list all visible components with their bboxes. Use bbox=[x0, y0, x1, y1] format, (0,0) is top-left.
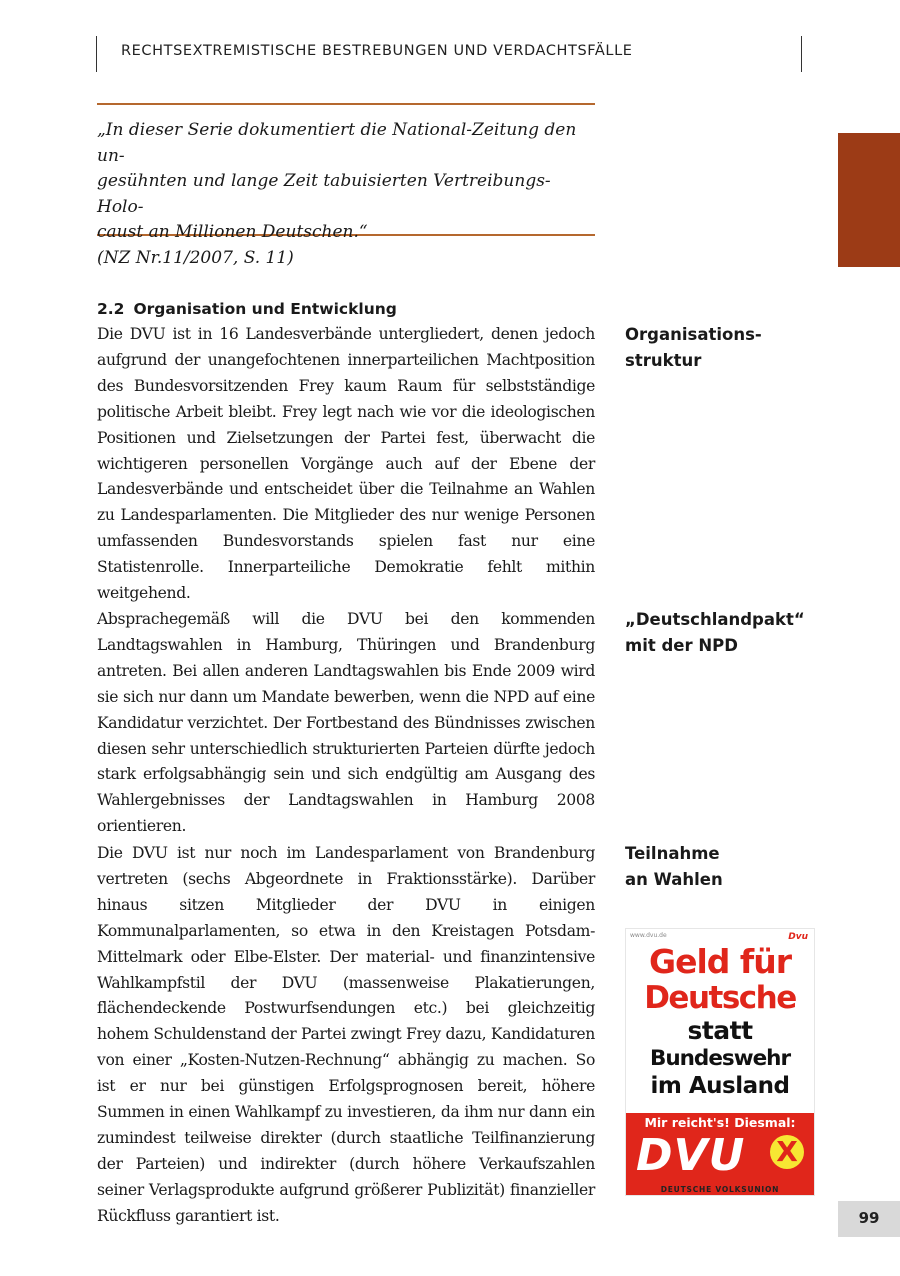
chapter-tab-marker bbox=[838, 133, 900, 267]
section-title: Organisation und Entwicklung bbox=[133, 300, 397, 318]
margin-note-deutschlandpakt bbox=[625, 607, 825, 658]
poster-headline-4: Bundeswehr bbox=[649, 1046, 791, 1071]
poster-headline-3: statt bbox=[687, 1016, 753, 1045]
poster-red-band bbox=[626, 1113, 814, 1196]
quote-line: caust an Millionen Deutschen.“ bbox=[97, 222, 368, 242]
quote-line: „In dieser Serie dokumentiert die National-Zeitung den un- bbox=[97, 120, 577, 166]
poster-url: www.dvu.de bbox=[630, 932, 667, 939]
margin-note-line: Teilnahme bbox=[625, 844, 720, 863]
margin-note-organisationsstruktur bbox=[625, 322, 825, 373]
poster-slogan: Mir reicht's! Diesmal: bbox=[644, 1115, 796, 1130]
poster-party-logo: DVU bbox=[636, 1130, 746, 1181]
paragraph-wahlen: Die DVU ist nur noch im Landesparlament von Brandenburg vertreten (sechs Abgeordnete in Fraktionsstärke). Darüber hinaus sitzen Mitglieder der DVU in einigen Kommunalparlamenten, so etwa in den Kreistagen Potsdam-Mittelmark oder Elbe-Elster. Der material- und finanzintensive Wahlkampfstil der DVU (massenweise Plakatierungen, flächendeckende Postwurfsendungen etc.) bei gleichzeitig hohem Schuldenstand der Partei zwingt Frey dazu, Kandidaturen von einer „Kosten-Nutzen-Rechnung“ abhängig zu machen. So ist er nur bei günstigen Erfolgsprognosen bereit, höhere Summen in einen Wahlkampf zu investieren, da ihm nur dann ein zumindest teilweise direkter (durch staatliche Teilfinanzierung der Parteien) und indirekter (durch höhere Verkaufszahlen seiner Verlagsprodukte aufgrund größerer Publizität) finanzieller Rückfluss garantiert ist. bbox=[97, 844, 595, 1225]
quote-source: (NZ Nr.11/2007, S. 11) bbox=[97, 247, 294, 268]
quote-line: gesühnten und lange Zeit tabuisierten Vertreibungs-Holo- bbox=[97, 171, 551, 217]
poster-mini-logo: Dvu bbox=[788, 932, 808, 942]
margin-note-line: an Wahlen bbox=[625, 869, 723, 889]
quote-box bbox=[97, 103, 595, 268]
ballot-cross-icon: X bbox=[770, 1135, 804, 1169]
paragraph-deutschlandpakt: Absprachegemäß will die DVU bei den kommenden Landtagswahlen in Hamburg, Thüringen und Brandenburg antreten. Bei allen anderen Landtagswahlen bis Ende 2009 wird sie sich nur dann um Mandate bewerben, wenn die NPD auf eine Kandidatur verzichtet. Der Fortbestand des Bündnisses zwischen diesen sehr unterschiedlich strukturierten Parteien dürfte jedoch stark erfolgsabhängig sein und sich endgültig am Ausgang des Wahlergebnisses der Landtagswahlen in Hamburg 2008 orientieren. bbox=[97, 610, 595, 836]
margin-note-line: „Deutschlandpakt“ bbox=[625, 610, 805, 629]
margin-note-line: mit der NPD bbox=[625, 635, 738, 655]
poster-headline-2: Deutsche bbox=[644, 980, 796, 1016]
paragraph-organisation: Die DVU ist in 16 Landesverbände untergliedert, denen jedoch aufgrund der unangefochtenen innerparteilichen Machtposition des Bundesvorsitzenden Frey kaum Raum für selbstständige politische Arbeit bleibt. Frey legt nach wie vor die ideologischen Positionen und Zielsetzungen der Partei fest, überwacht die wichtigeren personellen Vorgänge auch auf der Ebene der Landesverbände und entscheidet über die Teilnahme an Wahlen zu Landesparlamenten. Die Mitglieder des nur wenige Personen umfassenden Bundesvorstands spielen fast nur eine Statistenrolle. Innerparteiliche Demokratie fehlt mithin weitgehend. bbox=[97, 325, 595, 603]
margin-note-teilnahme-wahlen bbox=[625, 841, 825, 892]
poster-party-name: DEUTSCHE VOLKSUNION bbox=[660, 1185, 780, 1194]
poster-headline-5: im Ausland bbox=[650, 1073, 790, 1099]
margin-note-line: Organisations- bbox=[625, 325, 762, 344]
section-number: 2.2 bbox=[97, 300, 125, 318]
section-heading bbox=[97, 300, 397, 318]
running-head bbox=[96, 36, 802, 72]
campaign-poster-image bbox=[625, 928, 815, 1196]
page-number: 99 bbox=[838, 1201, 900, 1237]
running-head-text: RECHTSEXTREMISTISCHE BESTREBUNGEN UND VERDACHTSFÄLLE bbox=[121, 43, 633, 59]
poster-headline-1: Geld für bbox=[648, 942, 791, 981]
margin-note-line: struktur bbox=[625, 350, 702, 370]
